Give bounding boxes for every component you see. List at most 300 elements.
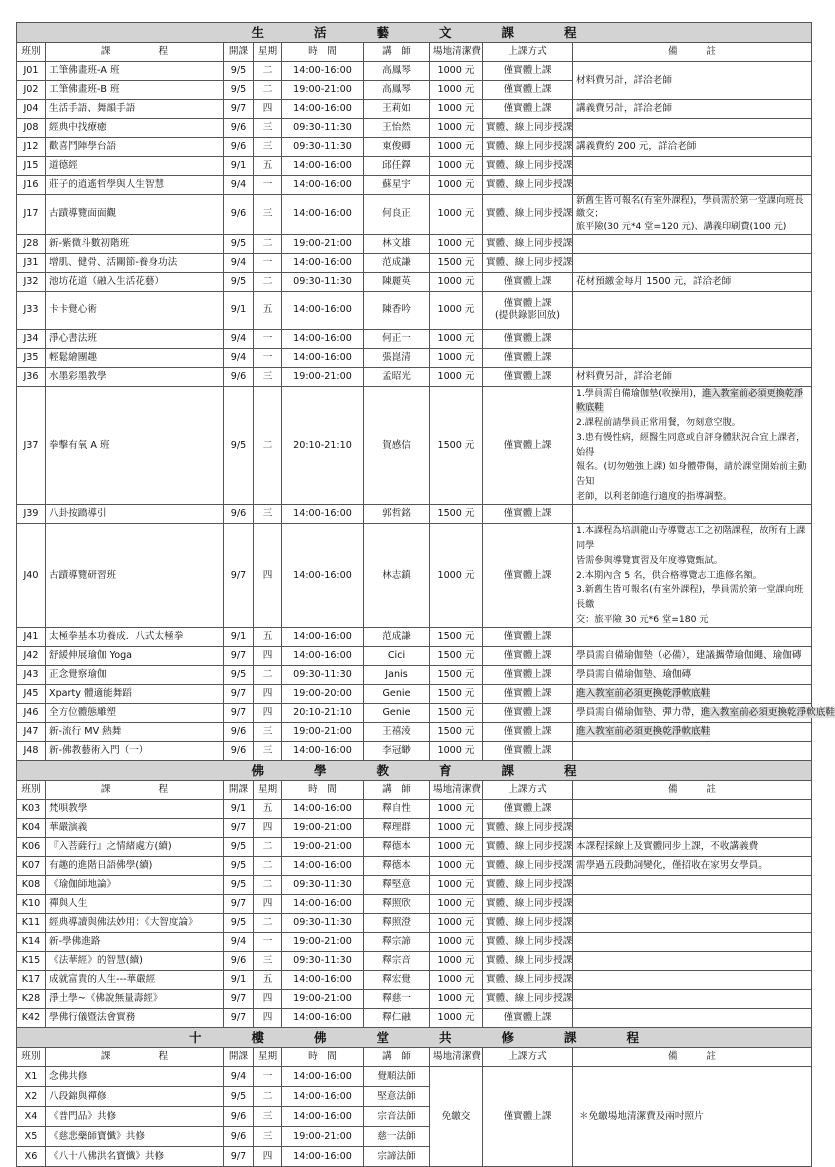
class-mode: 僅實體上課 [483,704,573,723]
table-row [17,176,812,195]
fee: 1500 元 [430,685,483,704]
course-code: J34 [17,329,46,348]
remark: 學員需自備瑜伽墊（必備），建議攜帶瑜伽繩、瑜伽磚 [573,647,812,666]
teacher: Cici [364,647,430,666]
start-date: 9/7 [224,1147,254,1167]
course-name: 池坊花道（融入生活花藝） [46,272,224,291]
fee: 1000 元 [430,876,483,895]
fee: 1000 元 [430,524,483,628]
course-code: K11 [17,914,46,933]
course-name: 工筆佛畫班-A 班 [46,62,224,81]
time: 14:00-16:00 [282,176,364,195]
course-name: 新-紫微斗數初階班 [46,234,224,253]
course-name: 卡卡覺心術 [46,291,224,329]
course-name: 輕鬆繪團趣 [46,348,224,367]
class-mode: 僅實體上課 [483,386,573,505]
header-mode: 上課方式 [483,43,573,62]
class-mode: 實體、線上同步授課 [483,176,573,195]
header-mode: 上課方式 [483,781,573,800]
time: 14:00-16:00 [282,971,364,990]
weekday: 三 [254,742,282,761]
fee: 1500 元 [430,666,483,685]
remark [573,386,812,505]
course-code: J42 [17,647,46,666]
time: 14:00-16:00 [282,157,364,176]
teacher: 林志鎮 [364,524,430,628]
class-mode: 實體、線上同步授課 [483,119,573,138]
table-row [17,704,812,723]
header-code: 班別 [17,781,46,800]
weekday: 二 [254,1087,282,1107]
class-mode: 實體、線上同步授課 [483,838,573,857]
class-mode: 實體、線上同步授課 [483,234,573,253]
start-date: 9/7 [224,685,254,704]
header-code: 班別 [17,1048,46,1067]
start-date: 9/6 [224,1127,254,1147]
fee: 1000 元 [430,971,483,990]
teacher: 釋慈一 [364,990,430,1009]
table-row [17,119,812,138]
class-mode-line: (提供錄影回放) [494,310,561,322]
time: 19:00-21:00 [282,838,364,857]
remark-line: 3.患有慢性病，經醫生同意或自評身體狀況合宜上課者，始得 [576,431,806,458]
start-date: 9/4 [224,176,254,195]
fee: 1500 元 [430,723,483,742]
start-date: 9/4 [224,329,254,348]
course-table [16,22,835,1167]
fee: 1000 元 [430,329,483,348]
weekday: 四 [254,524,282,628]
header-start: 開課 [224,781,254,800]
table-row [17,819,812,838]
table-row [17,1009,812,1028]
weekday: 二 [254,62,282,81]
remark [573,291,812,329]
time: 09:30-11:30 [282,119,364,138]
remark-line: 新舊生皆可報名(有室外課程)，學員需於第一堂課向班長繳交； [576,195,804,219]
weekday: 二 [254,81,282,100]
table-row [17,647,812,666]
course-code: J04 [17,100,46,119]
teacher: 李冠緲 [364,742,430,761]
class-mode: 實體、線上同步授課 [483,876,573,895]
course-name: 經典導讀與佛法妙用：《大智度論》 [46,914,224,933]
weekday: 二 [254,386,282,505]
course-code: J33 [17,291,46,329]
start-date: 9/4 [224,933,254,952]
start-date: 9/4 [224,348,254,367]
fee: 1000 元 [430,367,483,386]
remark [573,524,812,628]
class-mode: 實體、線上同步授課 [483,895,573,914]
course-code: J01 [17,62,46,81]
class-mode [483,291,573,329]
course-name: 太極拳基本功養成．八式太極拳 [46,628,224,647]
weekday: 三 [254,367,282,386]
remark [573,895,812,914]
weekday: 一 [254,933,282,952]
course-name: 新-佛教藝術入門（一） [46,742,224,761]
fee: 1000 元 [430,291,483,329]
fee: 1000 元 [430,272,483,291]
course-code: J41 [17,628,46,647]
teacher: 高鳳琴 [364,62,430,81]
start-date: 9/7 [224,524,254,628]
start-date: 9/5 [224,1087,254,1107]
teacher: 賀感信 [364,386,430,505]
class-mode-line: 僅實體上課 [503,298,552,310]
fee: 1000 元 [430,62,483,81]
course-name: 禪與人生 [46,895,224,914]
course-code: K14 [17,933,46,952]
start-date: 9/7 [224,1009,254,1028]
weekday: 三 [254,1127,282,1147]
start-date: 9/6 [224,195,254,235]
course-name: 華嚴演義 [46,819,224,838]
fee: 1000 元 [430,742,483,761]
course-code: J35 [17,348,46,367]
weekday: 二 [254,838,282,857]
table-row [17,524,812,628]
course-name: 增肌、健骨、活關節-養身功法 [46,253,224,272]
course-code: J32 [17,272,46,291]
start-date: 9/6 [224,1107,254,1127]
course-name: 古蹟導覽面面觀 [46,195,224,235]
fee: 免繳交 [430,1067,483,1167]
remark [573,329,812,348]
remark [573,253,812,272]
fee: 1000 元 [430,176,483,195]
header-code: 班別 [17,43,46,62]
header-fee: 場地清潔費 [430,781,483,800]
weekday: 四 [254,990,282,1009]
teacher: 陳香吟 [364,291,430,329]
table-row [17,857,812,876]
time: 14:00-16:00 [282,195,364,235]
weekday: 一 [254,329,282,348]
start-date: 9/5 [224,234,254,253]
start-date: 9/6 [224,952,254,971]
table-row [17,895,812,914]
teacher: Genie [364,704,430,723]
table-row [17,348,812,367]
remark-highlight: 進入教室前必須更換乾淨軟底鞋 [576,387,804,414]
start-date: 9/7 [224,819,254,838]
time: 19:00-21:00 [282,1127,364,1147]
start-date: 9/1 [224,291,254,329]
course-name: 正念覺察瑜伽 [46,666,224,685]
course-code: X6 [17,1147,46,1167]
course-code: X2 [17,1087,46,1107]
course-name: 八卦按蹻導引 [46,505,224,524]
weekday: 三 [254,505,282,524]
class-mode: 僅實體上課 [483,100,573,119]
time: 19:00-21:00 [282,81,364,100]
teacher: Janis [364,666,430,685]
course-code: J15 [17,157,46,176]
remark [573,348,812,367]
teacher: 釋仁融 [364,1009,430,1028]
weekday: 二 [254,666,282,685]
time: 19:00-21:00 [282,234,364,253]
weekday: 三 [254,952,282,971]
remark [573,1009,812,1028]
remark [573,971,812,990]
course-name: 古蹟導覽研習班 [46,524,224,628]
time: 09:30-11:30 [282,666,364,685]
teacher: 蘇星宇 [364,176,430,195]
remark-line: 2.課程前請學員正常用餐，勿刻意空腹。 [576,417,741,429]
remark [573,990,812,1009]
weekday: 四 [254,704,282,723]
class-mode: 僅實體上課 [483,666,573,685]
table-row [17,914,812,933]
course-name: 工筆佛畫班-B 班 [46,81,224,100]
teacher: 釋照欣 [364,895,430,914]
section-title: 十樓佛堂共修課程 [188,1030,689,1046]
fee: 1000 元 [430,857,483,876]
course-code: K03 [17,800,46,819]
fee: 1000 元 [430,138,483,157]
time: 19:00-21:00 [282,819,364,838]
start-date: 9/6 [224,505,254,524]
weekday: 五 [254,628,282,647]
course-name: 梵唄教學 [46,800,224,819]
class-mode: 實體、線上同步授課 [483,952,573,971]
time: 14:00-16:00 [282,253,364,272]
fee: 1500 元 [430,386,483,505]
course-code: X5 [17,1127,46,1147]
class-mode: 實體、線上同步授課 [483,253,573,272]
remark-line: 旅平險(30 元*4 堂=120 元)、講義印刷費(100 元) [576,220,787,232]
course-code: X4 [17,1107,46,1127]
fee: 1000 元 [430,914,483,933]
header-fee: 場地清潔費 [430,43,483,62]
time: 19:00-21:00 [282,990,364,1009]
header-row [17,781,812,800]
time: 14:00-16:00 [282,1009,364,1028]
header-time: 時 間 [282,43,364,62]
remark [573,157,812,176]
class-mode: 僅實體上課 [483,367,573,386]
header-course: 課 程 [46,781,224,800]
teacher: 王莉如 [364,100,430,119]
course-code: J39 [17,505,46,524]
time: 14:00-16:00 [282,895,364,914]
teacher: 釋理群 [364,819,430,838]
class-mode: 實體、線上同步授課 [483,990,573,1009]
course-code: J08 [17,119,46,138]
teacher: Genie [364,685,430,704]
remark [573,723,812,742]
table-row [17,666,812,685]
teacher: 何正一 [364,329,430,348]
table-row [17,742,812,761]
start-date: 9/1 [224,628,254,647]
teacher: 覺順法師 [364,1067,430,1087]
weekday: 二 [254,857,282,876]
course-name: 舒緩伸展瑜伽 Yoga [46,647,224,666]
table-row [17,952,812,971]
start-date: 9/5 [224,386,254,505]
fee: 1500 元 [430,505,483,524]
class-mode: 實體、線上同步授課 [483,914,573,933]
remark [573,176,812,195]
class-mode: 僅實體上課 [483,628,573,647]
course-name: 歡喜鬥陣學台語 [46,138,224,157]
header-start: 開課 [224,43,254,62]
table-row [17,723,812,742]
time: 14:00-16:00 [282,291,364,329]
fee: 1000 元 [430,195,483,235]
start-date: 9/1 [224,157,254,176]
course-name: 新-學佛進路 [46,933,224,952]
header-teacher: 講 師 [364,1048,430,1067]
teacher: 何良正 [364,195,430,235]
remark-line: 皆需參與導覽實習及年度導覽甄試。 [576,554,723,566]
time: 20:10-21:10 [282,386,364,505]
remark: 需學過五段動詞變化，僅招收在家男女學員。 [573,857,812,876]
header-note: 備 註 [573,43,812,62]
fee: 1000 元 [430,933,483,952]
start-date: 9/7 [224,704,254,723]
table-row [17,272,812,291]
remark [573,195,812,235]
remark-line: 2.本期內含 5 名，供合格導覽志工進修名額。 [576,569,762,581]
course-name: 道德經 [46,157,224,176]
course-name: 有趣的進階日語佛學(續) [46,857,224,876]
weekday: 三 [254,138,282,157]
weekday: 四 [254,647,282,666]
teacher: 張崑清 [364,348,430,367]
remark-line: 報名。(切勿勉強上課) 如身體帶傷，請於課堂開始前主動告知 [576,461,807,487]
remark: 材料費另計，詳洽老師 [573,62,812,100]
time: 09:30-11:30 [282,272,364,291]
course-code: K06 [17,838,46,857]
fee: 1500 元 [430,647,483,666]
course-code: X1 [17,1067,46,1087]
teacher: 釋宗音 [364,952,430,971]
class-mode: 實體、線上同步授課 [483,857,573,876]
course-code: J31 [17,253,46,272]
table-row [17,138,812,157]
class-mode: 僅實體上課 [483,685,573,704]
fee: 1000 元 [430,990,483,1009]
weekday: 二 [254,876,282,895]
remark-highlight: 進入教室前必須更換乾淨軟底鞋 [576,688,711,700]
time: 14:00-16:00 [282,800,364,819]
section-buddhist [17,761,812,781]
weekday: 三 [254,195,282,235]
teacher: 范成謙 [364,628,430,647]
class-mode: 僅實體上課 [483,742,573,761]
header-teacher: 講 師 [364,781,430,800]
remark [573,933,812,952]
section-title: 佛學教育課程 [251,763,627,779]
weekday: 五 [254,291,282,329]
teacher: 宗諦法師 [364,1147,430,1167]
course-code: K17 [17,971,46,990]
time: 14:00-16:00 [282,1107,364,1127]
table-row [17,253,812,272]
course-name: 學佛行儀暨法會實務 [46,1009,224,1028]
start-date: 9/6 [224,723,254,742]
fee: 1000 元 [430,895,483,914]
start-date: 9/1 [224,971,254,990]
class-mode: 實體、線上同步授課 [483,971,573,990]
remark [573,914,812,933]
table-row [17,100,812,119]
remark [573,952,812,971]
class-mode: 僅實體上課 [483,800,573,819]
start-date: 9/5 [224,666,254,685]
class-mode: 僅實體上課 [483,1009,573,1028]
time: 14:00-16:00 [282,1067,364,1087]
teacher: 釋德本 [364,857,430,876]
course-name: 成就富貴的人生---華嚴經 [46,971,224,990]
course-code: K08 [17,876,46,895]
header-teacher: 講 師 [364,43,430,62]
header-time: 時 間 [282,1048,364,1067]
header-time: 時 間 [282,781,364,800]
remark [573,234,812,253]
remark-line: 交：旅平險 30 元*6 堂=180 元 [576,613,709,625]
weekday: 五 [254,800,282,819]
remark-line: 1.本課程為培訓龍山寺導覽志工之初階課程，故所有上課同學 [576,525,806,552]
course-code: K15 [17,952,46,971]
weekday: 二 [254,234,282,253]
time: 14:00-16:00 [282,647,364,666]
time: 19:00-21:00 [282,933,364,952]
time: 14:00-16:00 [282,524,364,628]
course-code: J37 [17,386,46,505]
fee: 1500 元 [430,704,483,723]
table-row [17,195,812,235]
teacher: 釋德本 [364,838,430,857]
teacher: 陳麗英 [364,272,430,291]
header-start: 開課 [224,1048,254,1067]
weekday: 三 [254,1107,282,1127]
start-date: 9/7 [224,990,254,1009]
course-code: J40 [17,524,46,628]
fee: 1000 元 [430,100,483,119]
teacher: 釋堅意 [364,876,430,895]
course-name: 拳擊有氧 A 班 [46,386,224,505]
start-date: 9/6 [224,138,254,157]
teacher: 釋宏覺 [364,971,430,990]
course-code: J16 [17,176,46,195]
class-mode: 僅實體上課 [483,272,573,291]
start-date: 9/5 [224,272,254,291]
weekday: 三 [254,723,282,742]
header-course: 課 程 [46,1048,224,1067]
section-title: 生活藝文課程 [251,24,627,40]
remark-line: 3.新舊生皆可報名(有室外課程)，學員需於第一堂課向班長繳 [576,584,804,610]
weekday: 二 [254,272,282,291]
class-mode: 實體、線上同步授課 [483,138,573,157]
time: 09:30-11:30 [282,138,364,157]
table-row [17,971,812,990]
remark: ＊免繳場地清潔費及兩吋照片 [573,1067,812,1167]
course-code: K04 [17,819,46,838]
remark: 本課程採線上及實體同步上課，不收講義費 [573,838,812,857]
remark: 講義費另計，詳洽老師 [573,100,812,119]
fee: 1000 元 [430,119,483,138]
time: 09:30-11:30 [282,876,364,895]
header-mode: 上課方式 [483,1048,573,1067]
remark [573,742,812,761]
table-row [17,1067,812,1087]
